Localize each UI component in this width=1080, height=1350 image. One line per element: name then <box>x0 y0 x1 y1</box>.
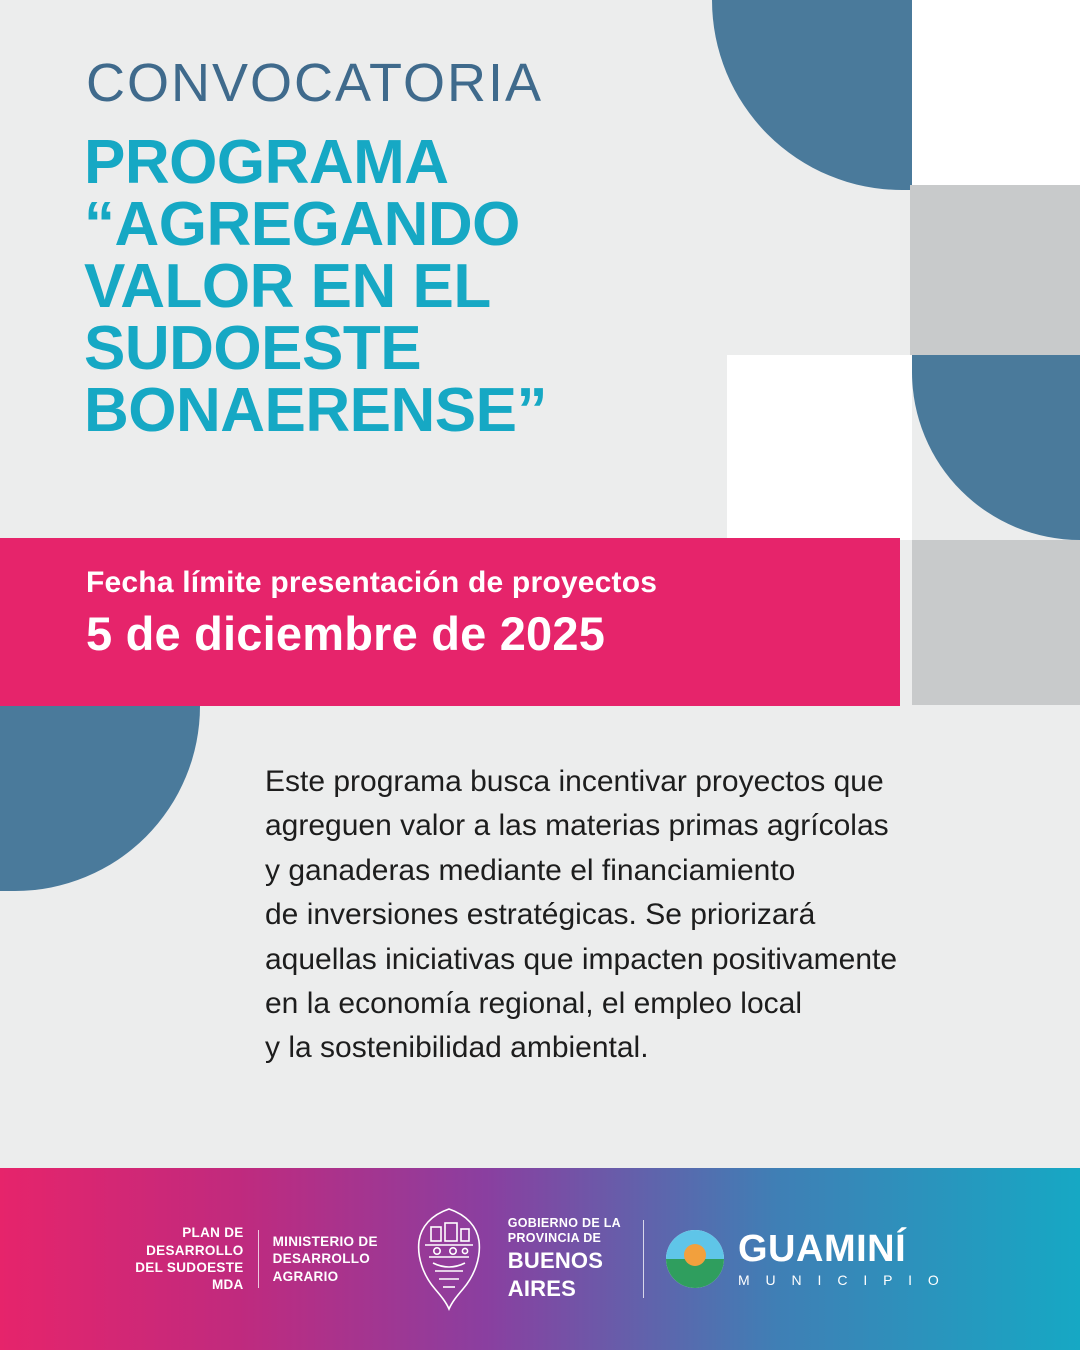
ministry-logo-text <box>259 1233 406 1285</box>
deadline-band-content <box>0 538 900 661</box>
guamini-subtitle: M U N I C I P I O <box>738 1272 945 1288</box>
footer-bar <box>0 1168 1080 1350</box>
buenos-aires-crest-icon <box>406 1204 492 1314</box>
guamini-name: GUAMINÍ <box>738 1228 907 1270</box>
plan-line-3: DEL SUDOESTE <box>135 1260 244 1275</box>
title-line-5: BONAERENSE” <box>84 376 548 445</box>
title-line-1: PROGRAMA <box>84 128 449 197</box>
body-line-4: de inversiones estratégicas. Se priorizará <box>265 898 816 932</box>
plan-line-1: PLAN DE <box>182 1225 244 1241</box>
decor-blue-quarter-circle-top <box>712 0 912 190</box>
title-line-2: “AGREGANDO <box>84 190 520 259</box>
deadline-label: Fecha límite presentación de proyectos <box>86 566 658 599</box>
plan-sudoeste-logo-text <box>135 1224 257 1293</box>
guamini-logo <box>644 1230 945 1288</box>
body-line-3: y ganaderas mediante el financiamiento <box>265 853 796 887</box>
gov-line-3: BUENOS <box>507 1247 604 1273</box>
decor-grey-square-middle <box>912 540 1080 705</box>
plan-line-4: MDA <box>211 1277 244 1293</box>
decor-white-block-top-right <box>910 0 1080 185</box>
body-line-7: y la sostenibilidad ambiental. <box>265 1031 649 1065</box>
title-line-4: SUDOESTE <box>84 314 422 383</box>
page-kicker: CONVOCATORIA <box>86 53 544 113</box>
page-title <box>84 128 704 445</box>
ministry-line-2: DESARROLLO <box>272 1251 371 1267</box>
gov-line-4: AIRES <box>507 1276 577 1301</box>
guamini-logo-text <box>738 1230 945 1288</box>
body-line-1: Este programa busca incentivar proyectos que <box>265 765 884 798</box>
footer-logos <box>135 1204 945 1314</box>
decor-grey-block-top-right <box>910 185 1080 355</box>
decor-white-square-middle <box>727 355 912 540</box>
body-line-6: en la economía regional, el empleo local <box>265 986 802 1020</box>
deadline-date: 5 de diciembre de 2025 <box>86 607 606 660</box>
body-line-5: aquellas iniciativas que impacten positivamente <box>265 942 898 976</box>
guamini-emblem-icon <box>666 1230 724 1288</box>
gov-line-2: PROVINCIA DE <box>507 1230 602 1245</box>
emblem-sun <box>684 1244 706 1266</box>
ministry-line-1: MINISTERIO DE <box>272 1234 378 1250</box>
deadline-band <box>0 538 900 706</box>
decor-blue-quarter-circle-middle <box>912 355 1080 540</box>
plan-line-2: DESARROLLO <box>146 1242 244 1258</box>
body-paragraph <box>265 760 1035 1071</box>
government-logo-text <box>492 1216 643 1303</box>
gov-line-1: GOBIERNO DE LA <box>507 1215 621 1230</box>
ministry-line-3: AGRARIO <box>272 1268 339 1284</box>
title-line-3: VALOR EN EL <box>84 252 491 321</box>
body-line-2: agreguen valor a las materias primas agrícolas <box>265 809 889 843</box>
